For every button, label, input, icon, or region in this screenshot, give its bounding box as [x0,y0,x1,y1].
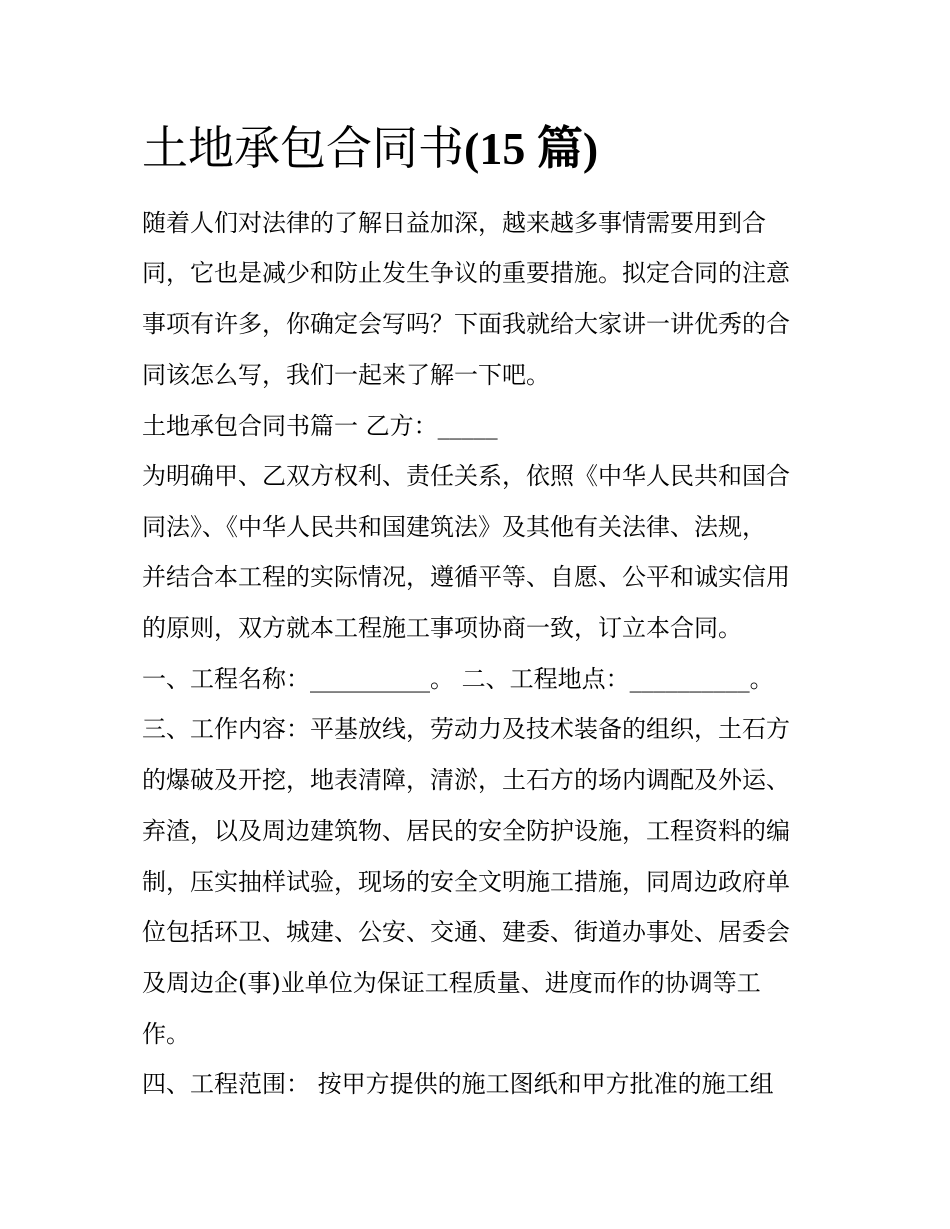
clause-line: 一、工程名称：__________。 二、工程地点：__________。 [142,665,774,693]
paragraph-line: 同，它也是减少和防止发生争议的重要措施。拟定合同的注意 [142,259,790,287]
page-title [142,118,598,179]
clause-line: 四、工程范围： 按甲方提供的施工图纸和甲方批准的施工组 [142,1070,774,1098]
paragraph-line: 的爆破及开挖，地表清障，清淤，土石方的场内调配及外运、 [142,766,790,794]
paragraph-line: 并结合本工程的实际情况，遵循平等、自愿、公平和诚实信用 [142,563,790,591]
paragraph-line: 事项有许多，你确定会写吗？下面我就给大家讲一讲优秀的合 [142,310,790,338]
paragraph-line: 制，压实抽样试验，现场的安全文明施工措施，同周边政府单 [142,868,790,896]
paragraph-line: 随着人们对法律的了解日益加深，越来越多事情需要用到合 [142,209,766,237]
paragraph-line: 为明确甲、乙双方权利、责任关系，依照《中华人民共和国合 [142,462,790,490]
paragraph-line: 的原则，双方就本工程施工事项协商一致，订立本合同。 [142,614,742,642]
clause-line: 三、工作内容：平基放线，劳动力及技术装备的组织，土石方 [142,715,790,743]
paragraph-line: 及周边企(事)业单位为保证工程质量、进度而作的协调等工 [142,969,761,997]
paragraph-line: 位包括环卫、城建、公安、交通、建委、街道办事处、居委会 [142,918,790,946]
title-count: (15 篇) [464,123,599,174]
paragraph-line: 弃渣，以及周边建筑物、居民的安全防护设施，工程资料的编 [142,817,790,845]
section-heading-line: 土地承包合同书篇一 乙方：_____ [142,412,498,440]
paragraph-line: 作。 [142,1020,190,1048]
paragraph-line: 同该怎么写，我们一起来了解一下吧。 [142,361,550,389]
paragraph-line: 同法》、《中华人民共和国建筑法》及其他有关法律、法规， [142,513,766,541]
title-text: 土地承包合同书 [142,121,464,175]
